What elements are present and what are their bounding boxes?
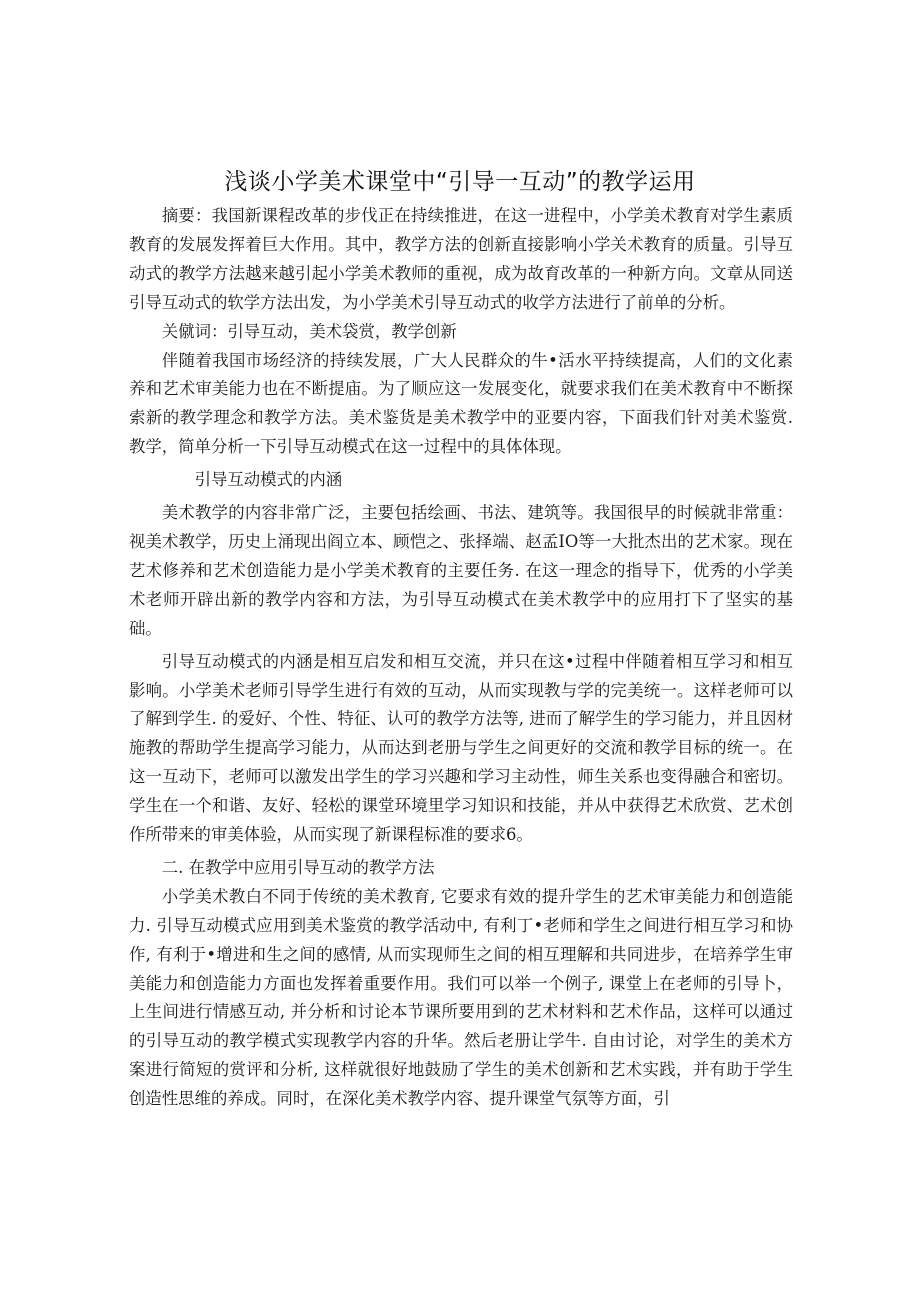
- section-heading-2: 二. 在教学中应用引导互动的教学方法: [161, 857, 435, 877]
- abstract-paragraph: 摘要：我国新课程改革的步伐正在持续推进，在这一进程中，小学美术教育对学生素质教育的发展发挥着巨大作用。其中，教学方法的创新直接影响小学关术教育的质量。引导互动式的教学方法越来越引起小学美术教师的重视，成为故育改革的一种新方向。文章从同送引导互动式的软学方法出发，为小学美术引导互动式的收学方法进行了前单的分析。: [129, 206, 793, 312]
- section2-paragraph-1: 小学美术教白不同于传统的美术教育, 它要求有效的提升学生的艺术审美能力和创造能力. 引导互动模式应用到美术鉴赏的教学活动中, 有利丁•老师和学生之间进行相互学习和协作, 有利于•增进和生之间的感情, 从而实现师生之间的相互理解和共同进步，在培养学生审美能力和创造能力方面也发挥着重要作用。我们可以举一个例子, 课堂上在老师的引导卜，上生间进行情感互动, 并分析和讨论本节课所要用到的艺术材料和艺术作品，这样可以通过的引导互动的教学模式实现教学内容的升华。然后老册让学牛. 自由讨论，对学生的美术方案进行简短的赏评和分析, 这样就很好地鼓励了学生的美术创新和艺术实践，并有助于学生创造性思维的养成。同时，在深化美术教学内容、提升课堂气氛等方面，引: [129, 886, 793, 1109]
- document-title: 浅谈小学美术课堂中“引导一互动”的教学运用: [224, 169, 696, 195]
- keywords-line: 关僦词：引导互动，美术袋赏，教学创新: [161, 321, 457, 341]
- intro-paragraph: 伴随着我国市场经济的持续发展，广大人民群众的牛•活水平持续提高，人们的文化素养和艺术审美能力也在不断提庙。为了顺应这一发展变化，就要求我们在美术教育中不断探索新的教学理念和教学方法。美术鉴货是美术教学中的亚要内容，下面我们针对美术鉴赏. 教学，简单分析一下引导互动模式在这一过程中的具体体现。: [129, 350, 793, 457]
- document-body: [129, 202, 793, 1114]
- section1-paragraph-1: 美术教学的内容非常广泛，主要包括绘画、书法、建筑等。我国很早的时候就非常重：视美术教学，历史上涌现出阎立本、顾恺之、张择端、赵孟IO等一大批杰出的艺术家。现在艺术修养和艺术创造能力是小学美术教育的主要任务. 在这一理念的指导下，优秀的小学美术老师开辟出新的教学内容和方法，为引导互动模式在美术教学中的应用打下了坚实的基础。: [129, 503, 793, 638]
- section-heading-1: 引导互动模式的内涵: [194, 470, 343, 490]
- section1-paragraph-2: 引导互动模式的内涵是相互启发和相互交流，并只在这•过程中伴随着相互学习和相互影响。小学美术老师引导学生进行有效的互动，从而实现教与学的完美统一。这样老师可以了解到学生. 的爱好、个性、特征、认可的教学方法等, 进而了解学生的学习能力，并且因材施教的帮助学生提高学习能力，从而达到老册与学生之间更好的交流和教学目标的统一。在这一互动下，老师可以激发出学生的学习兴趣和学习主动性，师生关系也变得融合和密切。学生在一个和谐、友好、轻松的课堂环境里学习知识和技能，并从中获得艺术欣赏、艺术创作所带来的审美体验，从而实现了新课程标准的要求6。: [129, 651, 793, 845]
